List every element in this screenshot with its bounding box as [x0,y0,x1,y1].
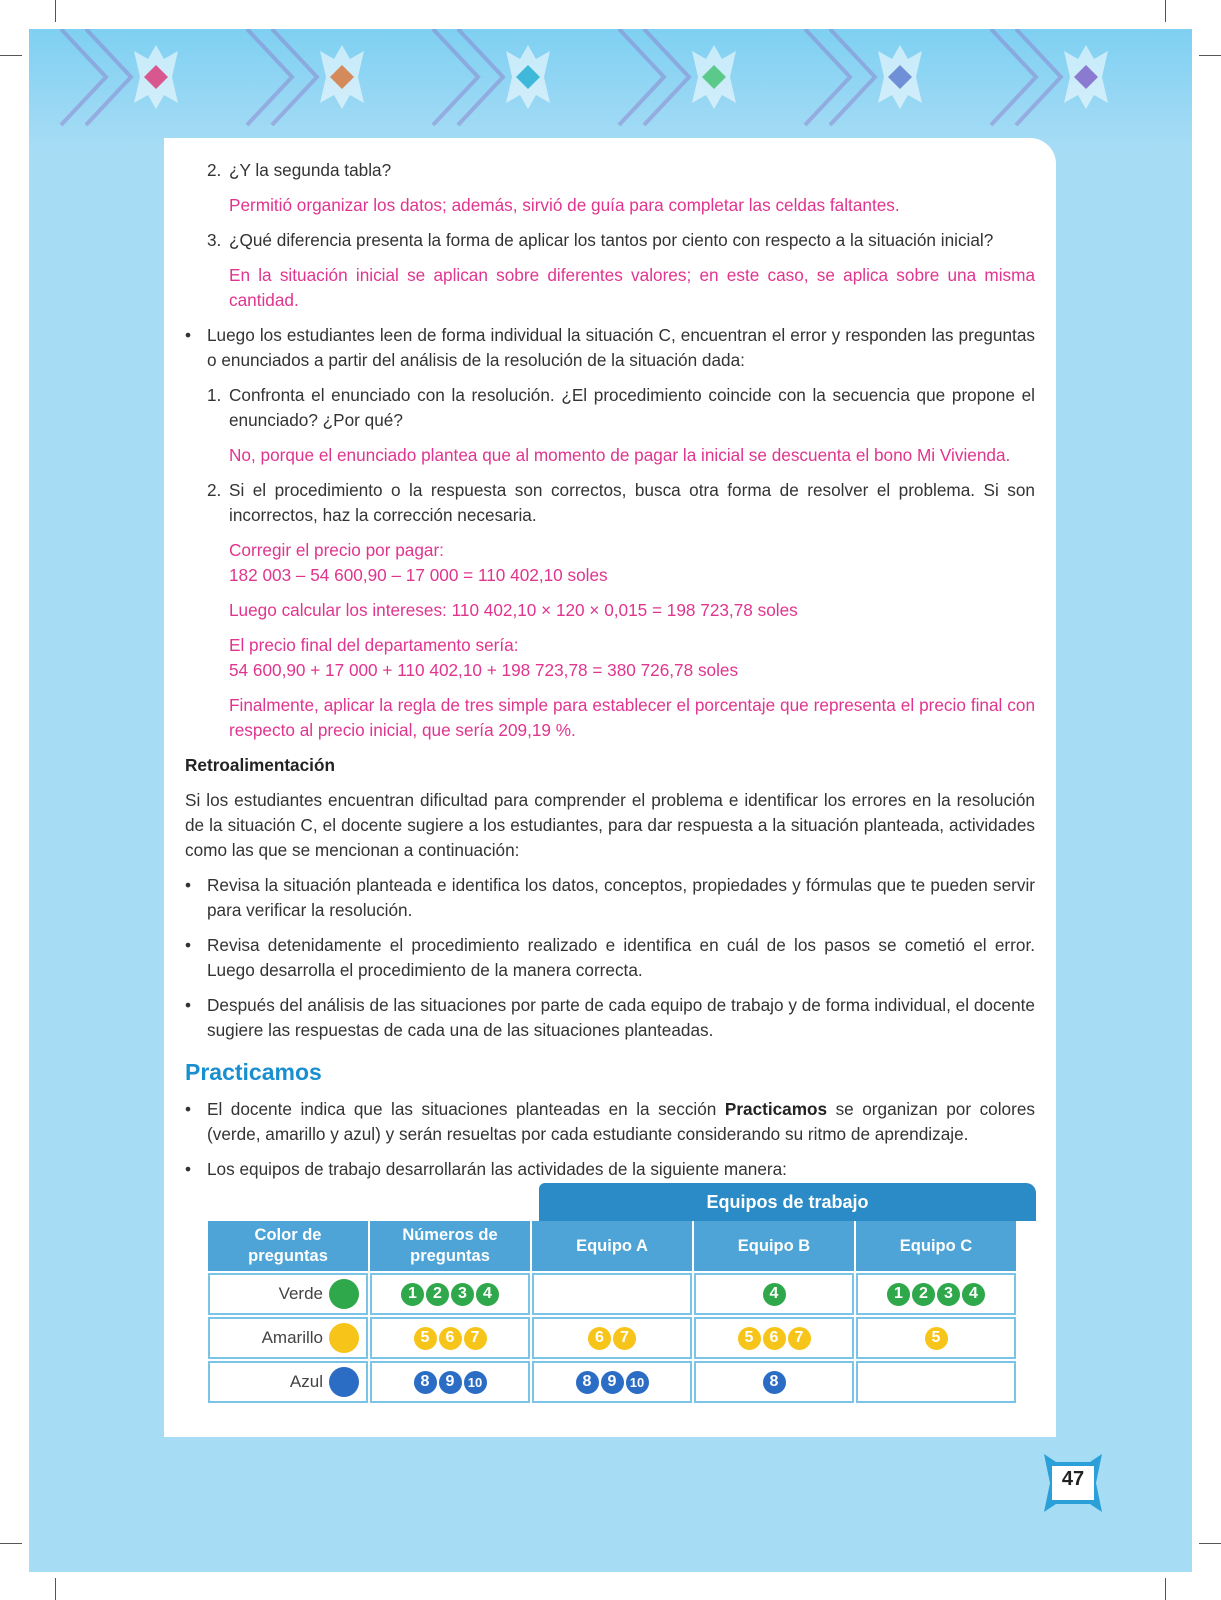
question-number-badge: 10 [462,1369,489,1396]
calc-line: 54 600,90 + 17 000 + 110 402,10 + 198 723,78 = 380 726,78 soles [229,660,739,680]
table-cell [856,1273,1016,1315]
table-cell [856,1361,1016,1403]
table-cell [532,1317,692,1359]
bullet-icon: • [185,1099,192,1119]
question-number-badge: 9 [437,1369,464,1396]
calc-step-2: Luego calcular los intereses: 110 402,10 × 120 × 0,015 = 198 723,78 soles [229,600,798,620]
retro-bullet [185,933,1035,983]
question-number-badge: 2 [424,1281,451,1308]
row-label: Amarillo [261,1328,323,1347]
bold-term: Practicamos [724,1099,828,1119]
question-number-badge: 7 [462,1325,489,1352]
table-group-header: Equipos de trabajo [539,1183,1036,1221]
question-number-badge: 3 [449,1281,476,1308]
bullet-icon: • [185,995,192,1015]
calc-step-4: Finalmente, aplicar la regla de tres simple para establecer el porcentaje que representa el precio final con respecto al precio inicial, que sería 209,19 %. [229,695,1035,740]
table-cell [856,1317,1016,1359]
bullet-icon: • [185,875,192,895]
bullet-icon: • [185,1159,192,1179]
question-2 [185,158,1035,183]
question-c1 [185,383,1035,433]
table-cell [370,1317,530,1359]
decorative-banner [29,29,1192,149]
color-dot-icon [329,1279,359,1309]
question-text: ¿Qué diferencia presenta la forma de aplicar los tantos por ciento con respecto a la situación inicial? [229,230,994,250]
question-number-badge: 4 [960,1281,987,1308]
question-number-badge: 4 [474,1281,501,1308]
crop-mark [55,1578,56,1600]
calc-line: 182 003 – 54 600,90 – 17 000 = 110 402,10 soles [229,565,608,585]
table-header-cell: Equipo C [856,1221,1016,1271]
retro-bullet [185,993,1035,1043]
question-number-badge: 8 [761,1369,788,1396]
retro-intro: Si los estudiantes encuentran dificultad para comprender el problema e identificar los errores en la resolución de la situación C, el docente sugiere a los estudiantes, para dar respuesta a la situación planteada, actividades como las que se mencionan a continuación: [185,790,1035,860]
bullet-text: Luego los estudiantes leen de forma individual la situación C, encuentran el error y responden las preguntas o enunciados a partir del análisis de la resolución de la situación dada: [207,325,1035,370]
retro-bullet [185,873,1035,923]
table-cell [532,1273,692,1315]
table-header-cell: Números de preguntas [370,1221,530,1271]
page-number-badge [1038,1452,1108,1514]
bullet-text: Los equipos de trabajo desarrollarán las actividades de la siguiente manera: [207,1159,787,1179]
crop-mark [55,0,56,22]
table-cell [694,1317,854,1359]
calc-step-3 [185,633,1035,683]
row-label-cell [208,1361,368,1403]
row-label: Verde [278,1284,323,1303]
question-text: Confronta el enunciado con la resolución. ¿El procedimiento coincide con la secuencia que propone el enunciado? ¿Por qué? [229,385,1035,430]
question-3 [185,228,1035,253]
question-number-badge: 6 [761,1325,788,1352]
crop-mark [1199,55,1221,56]
bullet-icon: • [185,935,192,955]
question-number-badge: 5 [736,1325,763,1352]
practicamos-bullet [185,1157,1035,1182]
crop-mark [1165,1578,1166,1600]
question-number-badge: 5 [412,1325,439,1352]
answer-c1: No, porque el enunciado plantea que al momento de pagar la inicial se descuenta el bono Mi Vivienda. [229,445,1011,465]
question-number-badge: 6 [586,1325,613,1352]
table-cell [694,1361,854,1403]
answer-2: Permitió organizar los datos; además, sirvió de guía para completar las celdas faltantes. [229,195,900,215]
bullet-text: se organizan por colores (verde, amarillo y azul) y serán resueltas por cada estudiante considerando su ritmo de aprendizaje. [207,1099,1035,1144]
bullet-text: El docente indica que las situaciones planteadas en la sección [207,1099,725,1119]
answer-3: En la situación inicial se aplican sobre diferentes valores; en este caso, se aplica sobre una misma cantidad. [229,265,1035,310]
table-cell [694,1273,854,1315]
question-number-badge: 2 [910,1281,937,1308]
color-dot-icon [329,1323,359,1353]
question-number-badge: 6 [437,1325,464,1352]
practicamos-heading: Practicamos [185,1059,322,1085]
calc-step-1 [185,538,1035,588]
bullet-text: Revisa la situación planteada e identifica los datos, conceptos, propiedades y fórmulas que te pueden servir para verificar la resolución. [207,875,1035,920]
crop-mark [0,55,22,56]
table-cell [370,1273,530,1315]
bullet-text: Revisa detenidamente el procedimiento realizado e identifica en cuál de los pasos se cometió el error. Luego desarrolla el procedimiento de la manera correcta. [207,935,1035,980]
row-label: Azul [289,1372,323,1391]
question-text: Si el procedimiento o la respuesta son correctos, busca otra forma de resolver el problema. Si son incorrectos, haz la corrección necesaria. [229,480,1035,525]
retro-heading: Retroalimentación [185,755,335,775]
table-header-cell: Color de preguntas [208,1221,368,1271]
question-number: 2. [207,480,222,500]
row-label-cell [208,1317,368,1359]
question-number-badge: 3 [935,1281,962,1308]
question-number: 1. [207,385,222,405]
table-cell [370,1361,530,1403]
page-number: 47 [1061,1468,1085,1490]
question-number: 2. [207,160,222,180]
table-cell [532,1361,692,1403]
table-header-cell: Equipo A [532,1221,692,1271]
question-text: ¿Y la segunda tabla? [229,160,392,180]
question-number-badge: 10 [624,1369,651,1396]
question-number-badge: 1 [885,1281,912,1308]
crop-mark [1165,0,1166,22]
question-number-badge: 9 [599,1369,626,1396]
calc-line: Corregir el precio por pagar: [229,540,444,560]
bullet-icon: • [185,325,192,345]
crop-mark [0,1543,22,1544]
question-c2 [185,478,1035,528]
question-number-badge: 8 [412,1369,439,1396]
question-number-badge: 7 [611,1325,638,1352]
question-number-badge: 1 [399,1281,426,1308]
practicamos-bullet [185,1097,1035,1147]
question-number: 3. [207,230,222,250]
bullet-situation-c [185,323,1035,373]
row-label-cell [208,1273,368,1315]
color-dot-icon [329,1367,359,1397]
calc-line: El precio final del departamento sería: [229,635,519,655]
crop-mark [1199,1543,1221,1544]
main-content [185,158,1035,1192]
bullet-text: Después del análisis de las situaciones por parte de cada equipo de trabajo y de forma individual, el docente sugiere las respuestas de cada una de las situaciones planteadas. [207,995,1035,1040]
table-header-cell: Equipo B [694,1221,854,1271]
question-number-badge: 5 [923,1325,950,1352]
question-number-badge: 4 [761,1281,788,1308]
question-number-badge: 7 [786,1325,813,1352]
question-number-badge: 8 [574,1369,601,1396]
